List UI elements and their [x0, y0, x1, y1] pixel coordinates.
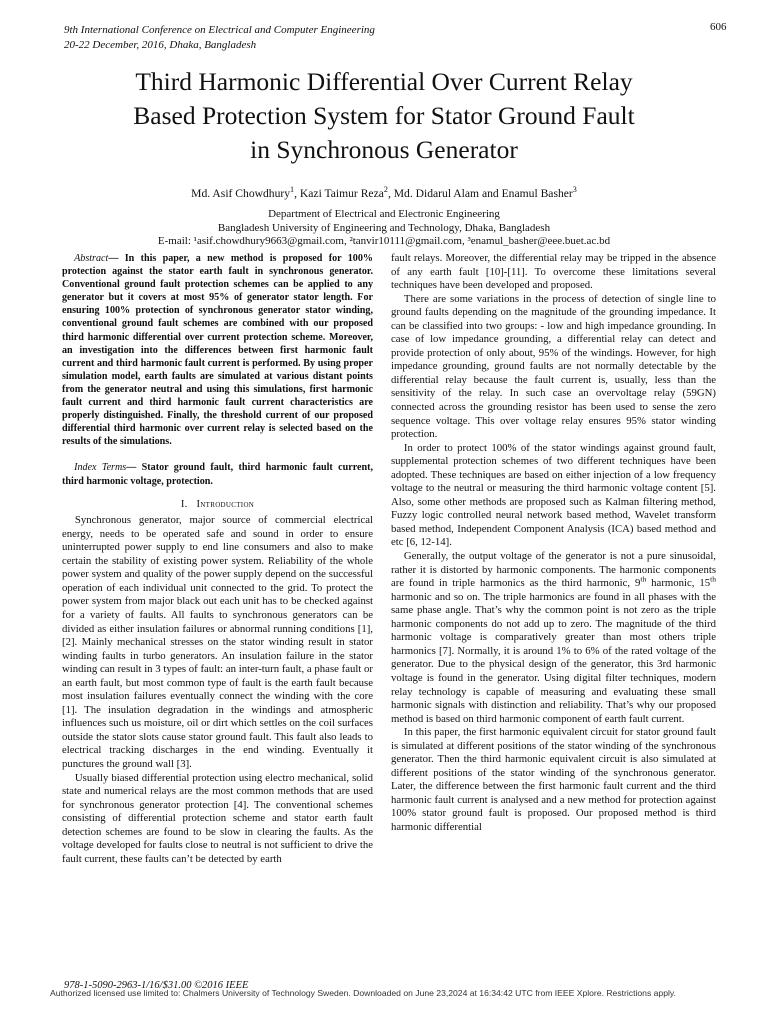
section-heading-introduction: I. Introduction: [180, 498, 255, 510]
email-line: E-mail: ¹asif.chowdhury9663@gmail.com, ²tanvir10111@gmail.com, ³enamul_basher@eee.buet.ac.bd: [157, 235, 611, 248]
index-terms-label: Index Terms: [74, 462, 127, 474]
right-paragraph-1: fault relays. Moreover, the differential relay may be tripped in the absence of any earth fault [10]-[11]. To overcome these limitations several techniques have been developed and proposed.: [391, 252, 716, 292]
conference-name: 9th International Conference on Electrical and Computer Engineering: [64, 24, 375, 36]
author-1: Md. Asif Chowdhury$^1$: [191, 185, 295, 200]
author-2-affiliation-mark: 2: [383, 185, 388, 195]
index-terms-text: — Stator ground fault, third harmonic fault current, third harmonic voltage, protection.: [62, 462, 373, 487]
author-3-affiliation-mark: 3: [572, 185, 577, 195]
title-line-1: Third Harmonic Differential Over Current Relay: [135, 67, 633, 96]
abstract: [62, 252, 373, 448]
university: Bangladesh University of Engineering and Technology, Dhaka, Bangladesh: [217, 221, 551, 234]
isbn-copyright: 978-1-5090-2963-1/16/$31.00 ©2016 IEEE: [64, 980, 249, 991]
title-line-2: Based Protection System for Stator Ground Fault: [133, 101, 635, 130]
right-paragraph-5: In this paper, the first harmonic equivalent circuit for stator ground fault is simulated at different positions of the stator winding of the synchronous generator. Then the third harmonic equivalent circuit is also simulated at different positions of the stator winding of the synchronous generator. Later, the difference between the first harmonic fault current and the third harmonic fault current is analysed and a new method for protection against 100% stator ground fault is proposed. Our proposed method is third harmonic differential: [391, 726, 716, 833]
page-number: 606: [710, 21, 727, 33]
right-paragraph-4: Generally, the output voltage of the generator is not a pure sinusoidal, rather it is distorted by harmonic components. The harmonic components are found in triple harmonics as the third harmonic, 9th harmonic, 15th harmonic and so on. The triple harmonics are found in all phases with the same phase angle. That’s why the common point is not zero as the triple harmonic components do not add up to zero. The magnitude of the third harmonic voltage is comparatively greater than most others triple harmonics [7]. Normally, it is around 1% to 6% of the rated voltage of the generator. Due to the physical design of the generator, this 3rd harmonic voltage is found in the generator. Using digital filter techniques, modern relay technology is capable of measuring and evaluating these small harmonic signals with distinction and reliability. That’s why our proposed method is based on third harmonic component of earth fault current.: [391, 550, 716, 725]
intro-paragraph-2: Usually biased differential protection using electro mechanical, solid state and numerical relays are the most common methods that are used for synchronous generator protection [4]. The conventional schemes consisting of differential protection scheme and stator earth fault detection schemes are found to be slow in clearing the faults. As the voltage developed for faults close to neutral is not sufficient to drive the fault current, these faults can’t be detected by earth: [62, 771, 373, 865]
paper-title: [40, 65, 728, 167]
author-2: Kazi Taimur Reza$^2$: [299, 185, 388, 200]
author-3-4: Md. Didarul Alam and Enamul Basher$^3$: [393, 185, 577, 200]
intro-paragraph-1: Synchronous generator, major source of commercial electrical energy, needs to be operated safe and sound in order to ensure uninterrupted power supply to end line consumers and also to make certain the stability of existing power system. Reliability of the whole power system and quality of the power supply depend on the successful operation of each individual unit connected to the grid. To protect the power system from major black out each unit has to be checked against for a variety of faults. All faults to synchronous generators can be divided as either insulation failures or abnormal running conditions [1], [2]. Mainly mechanical stresses on the stator winding result in stator winding faults in turbo generators. An insulation failure in the stator winding can result in 3 types of fault: an inter-turn fault, a phase fault or an earth fault, but most common type of fault is the earth fault because most insulation failures eventually connect the winding with the core [1]. The insulation degradation in the windings and atmospheric influences such us moisture, oil or dirt which settles on the coil surfaces outside the stator slots cause stator ground fault. This fault also leads to electrical tracking discharges in the end winding. Eventually it punctures the ground wall [3].: [62, 514, 373, 770]
authorized-use-notice: Authorized licensed use limited to: Chalmers University of Technology Sweden. Downloaded on June 23,2024 at 16:34:42 UTC from IEEE Xplore. Restrictions apply.: [50, 988, 676, 998]
index-terms: [62, 461, 373, 487]
left-column: [62, 252, 373, 866]
title-line-3: in Synchronous Generator: [250, 135, 518, 164]
right-column: [391, 252, 716, 835]
affiliation-block: [40, 208, 728, 249]
conference-header: [64, 23, 375, 53]
conference-date: 20-22 December, 2016, Dhaka, Bangladesh: [64, 39, 257, 51]
right-paragraph-3: In order to protect 100% of the stator windings against ground fault, supplemental protection schemes of two different techniques have been adopted. These techniques are based on either injection of a low frequency voltage to the neutral or measuring the third harmonic voltage content [5]. Also, some other methods are proposed such as Kalman filtering method, Fuzzy logic controlled neural network based method, Wavelet transform based method, Independent Component Analysis (ICA) based method and etc [6, 12-14].: [391, 441, 716, 549]
department: Department of Electrical and Electronic Engineering: [268, 208, 500, 220]
author-1-affiliation-mark: 1: [290, 185, 295, 195]
right-paragraph-2: There are some variations in the process of detection of single line to ground faults depending on the magnitude of the grounding impedance. It can be classified into two groups: - low and high impedance grounding. In case of low impedance grounding, a differential relay can detect and provide protection of only about, 95% of the windings. However, for high impedance grounding, ground faults are not normally detectable by the differential relay because the fault current is, usually, less than the sensitivity of the relay. In such case an overvoltage relay (59GN) connected across the grounding resistor has been used to sense the zero sequence voltage. This over voltage relay ensures 95% stator winding protection.: [391, 292, 716, 441]
abstract-text: — In this paper, a new method is proposed for 100% protection against the stator earth fault in synchronous generator. Conventional ground fault protection schemes can be applied to any generator but it covers at most 95% of generator stator length. For ensuring 100% protection of synchronous generator stator winding, conventional ground fault schemes are combined with our proposed third harmonic differential over current protection scheme. Moreover, an investigation into the differences between first harmonic fault current and third harmonic fault current is performed. By using proper simulation model, earth faults are simulated at various distant points from the generator neutral and using this simulations, first harmonic fault current and third harmonic fault current characteristics are properly distinguished. Finally, the threshold current of our proposed differential third harmonic over current relay is selected based on the results of the simulations.: [62, 253, 373, 448]
author-list: Md. Asif Chowdhury$^1$, Kazi Taimur Reza$^2$, Md. Didarul Alam and Enamul Basher$^3$: [191, 185, 577, 200]
abstract-label: Abstract: [74, 253, 109, 264]
